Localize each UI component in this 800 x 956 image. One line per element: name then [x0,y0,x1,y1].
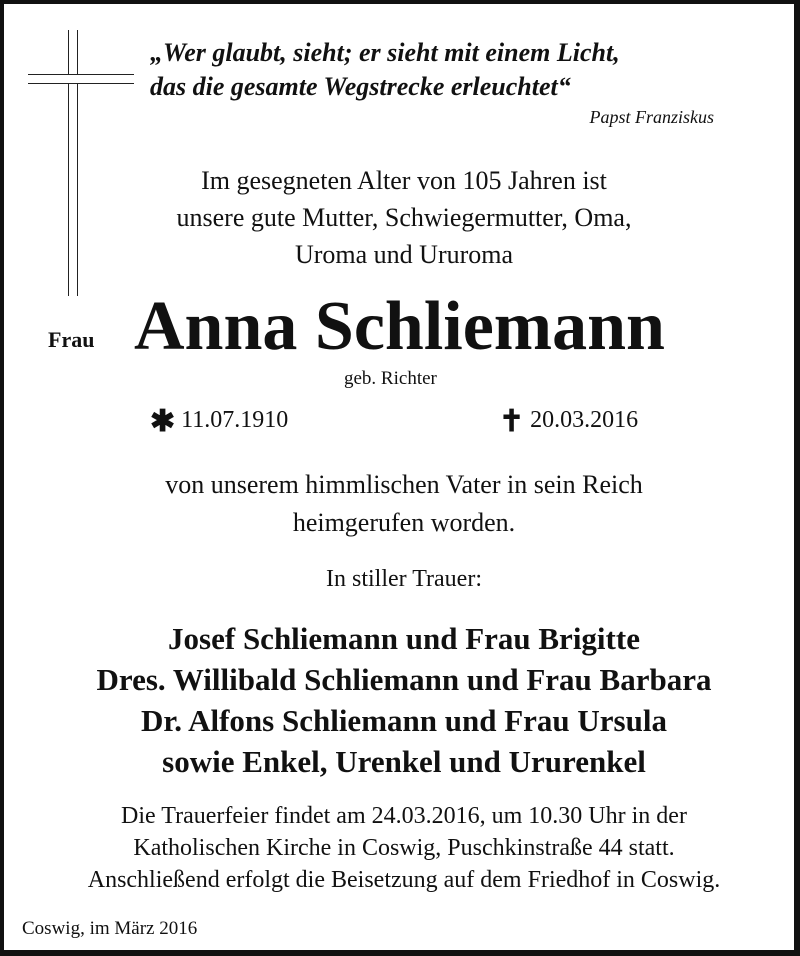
cross-icon-bar [28,74,134,84]
ceremony-line: Anschließend erfolgt die Beisetzung auf dem Friedhof in Coswig. [87,867,721,893]
intro-line: Uroma und Ururoma [294,240,514,269]
mourner-line: sowie Enkel, Urenkel und Ururenkel [162,744,646,779]
mourner-line: Josef Schliemann und Frau Brigitte [168,621,640,656]
mourners-list [4,618,800,782]
passing-line: von unserem himmlischen Vater in sein Reich [165,470,643,499]
ceremony-line: Katholischen Kirche in Coswig, Puschkinstraße 44 statt. [133,835,675,861]
mourner-line: Dres. Willibald Schliemann und Frau Barbara [96,662,712,697]
birth-date-group [150,404,288,439]
intro-line: unsere gute Mutter, Schwiegermutter, Oma, [176,203,632,232]
birth-name: geb. Richter [344,368,437,389]
intro-text [4,162,800,273]
death-date: 20.03.2016 [530,407,639,433]
title-prefix: Frau [48,327,95,352]
ceremony-info [4,800,800,896]
quote [150,36,710,104]
deceased-name: Anna Schliemann [134,288,665,365]
intro-line: Im gesegneten Alter von 105 Jahren ist [201,166,607,195]
passing-text [4,466,800,542]
quote-author: Papst Franziskus [589,107,714,127]
mourner-line: Dr. Alfons Schliemann und Frau Ursula [141,703,667,738]
star-icon: ✱ [150,405,176,438]
quote-line: das die gesamte Wegstrecke erleuchtet“ [150,72,571,101]
quote-line: „Wer glaubt, sieht; er sieht mit einem Licht, [150,38,620,67]
birth-date: 11.07.1910 [181,407,289,433]
death-date-group [499,404,638,439]
place-date: Coswig, im März 2016 [22,918,198,939]
mourning-label: In stiller Trauer: [326,566,482,592]
cross-small-icon: ✝ [499,405,525,438]
ceremony-line: Die Trauerfeier findet am 24.03.2016, um 10.30 Uhr in der [121,803,687,829]
passing-line: heimgerufen worden. [292,508,516,537]
